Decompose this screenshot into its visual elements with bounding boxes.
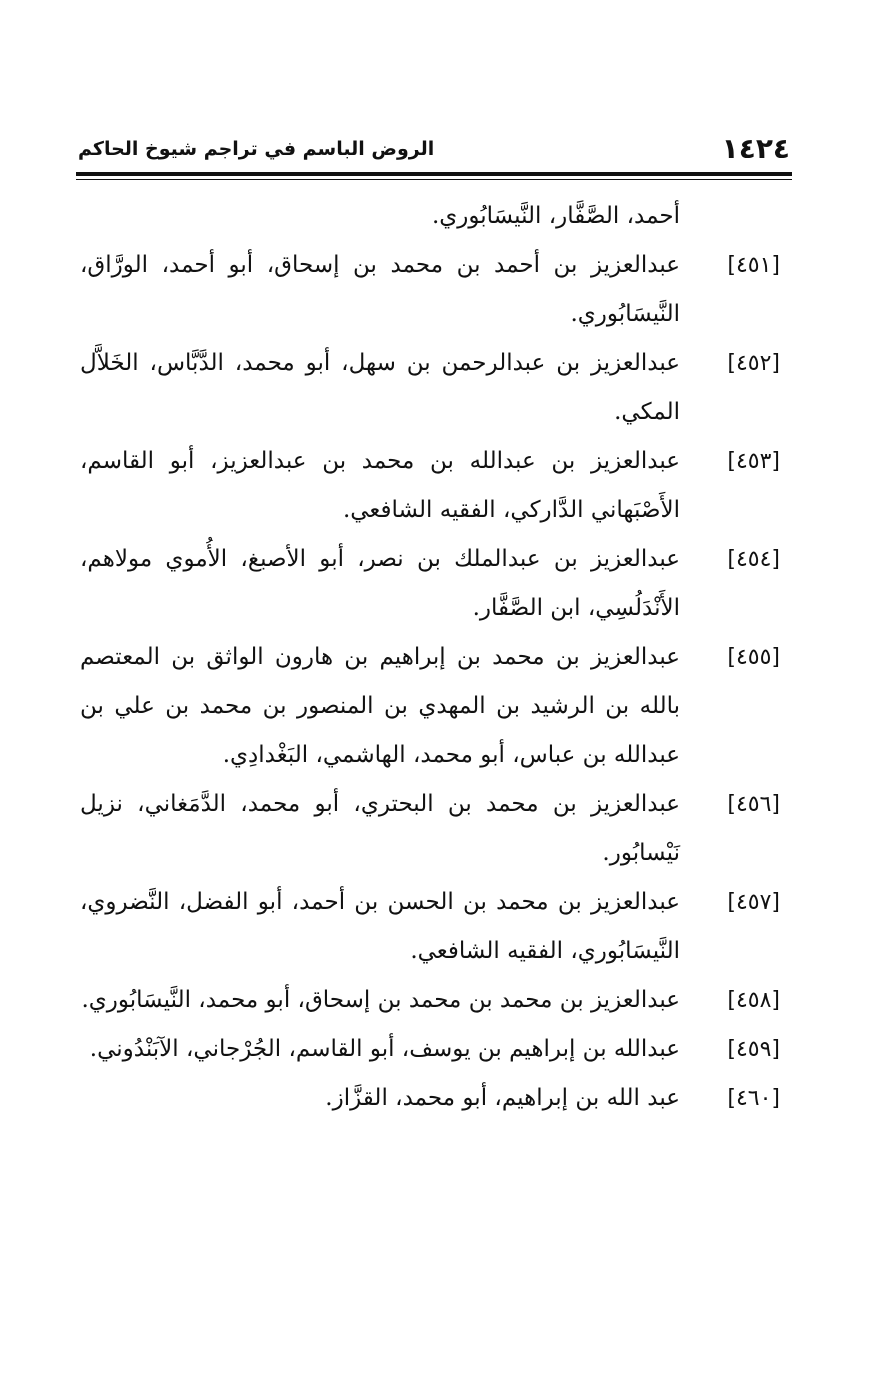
entry-452 — [80, 339, 780, 437]
entry-455 — [80, 633, 780, 780]
entry-459 — [80, 1025, 780, 1074]
entry-number: [٤٥٧] — [727, 890, 780, 915]
entry-453 — [80, 437, 780, 535]
entry-number: [٤٥٦] — [727, 792, 780, 817]
page-number: ١٤٢٤ — [721, 132, 790, 165]
entry-number: [٤٦٠] — [727, 1086, 780, 1111]
entry-number: [٤٥٨] — [727, 988, 780, 1013]
entry-number: [٤٥٢] — [727, 351, 780, 376]
continuation-line: أحمد، الصَّفَّار، النَّيسَابُوري. — [431, 203, 680, 229]
entry-456 — [80, 780, 780, 878]
entry-text: عبدالعزيز بن محمد بن إبراهيم بن هارون الواثق بن المعتصم بالله بن الرشيد بن المهدي بن المنصور بن محمد بن علي بن عبدالله بن عباس، أبو محمد، الهاشمي، البَغْدادِي. — [80, 644, 680, 768]
entry-text: عبدالعزيز بن محمد بن الحسن بن أحمد، أبو الفضل، النَّضروي، النَّيسَابُوري، الفقيه الشافعي. — [80, 889, 680, 964]
entry-text: عبد الله بن إبراهيم، أبو محمد، القزَّاز. — [325, 1085, 680, 1111]
header-rule-thick — [76, 172, 792, 176]
entry-460 — [80, 1074, 780, 1123]
entry-454 — [80, 535, 780, 633]
entry-457 — [80, 878, 780, 976]
entry-text: عبدالعزيز بن أحمد بن محمد بن إسحاق، أبو أحمد، الورَّاق، النَّيسَابُوري. — [80, 252, 680, 327]
page-header — [78, 128, 790, 168]
entry-number: [٤٥٤] — [727, 547, 780, 572]
entry-text: عبدالعزيز بن عبدالملك بن نصر، أبو الأصبغ، الأُموي مولاهم، الأَنْدَلُسِي، ابن الصَّفَّار. — [80, 546, 680, 621]
entry-number: [٤٥١] — [727, 253, 780, 278]
running-title: الروض الباسم في تراجم شيوخ الحاكم — [78, 138, 435, 160]
entry-text: عبدالعزيز بن محمد بن محمد بن إسحاق، أبو محمد، النَّيسَابُوري. — [81, 987, 680, 1013]
entry-451 — [80, 241, 780, 339]
page-body — [80, 192, 780, 1123]
entry-text: عبدالله بن إبراهيم بن يوسف، أبو القاسم، الجُرْجاني، الآبَنْدُوني. — [89, 1036, 680, 1062]
entry-458 — [80, 976, 780, 1025]
entry-number: [٤٥٥] — [727, 645, 780, 670]
entry-text: عبدالعزيز بن محمد بن البحتري، أبو محمد، الدَّمَغاني، نزيل نَيْسابُور. — [80, 791, 680, 866]
entry-text: عبدالعزيز بن عبدالرحمن بن سهل، أبو محمد، الدَّبَّاس، الخَلاَّل المكي. — [80, 350, 680, 425]
entry-number: [٤٥٣] — [727, 449, 780, 474]
entry-number: [٤٥٩] — [727, 1037, 780, 1062]
entry-text: عبدالعزيز بن عبدالله بن محمد بن عبدالعزيز، أبو القاسم، الأَصْبَهاني الدَّاركي، الفقيه الشافعي. — [80, 448, 680, 523]
header-rule-thin — [76, 179, 792, 180]
